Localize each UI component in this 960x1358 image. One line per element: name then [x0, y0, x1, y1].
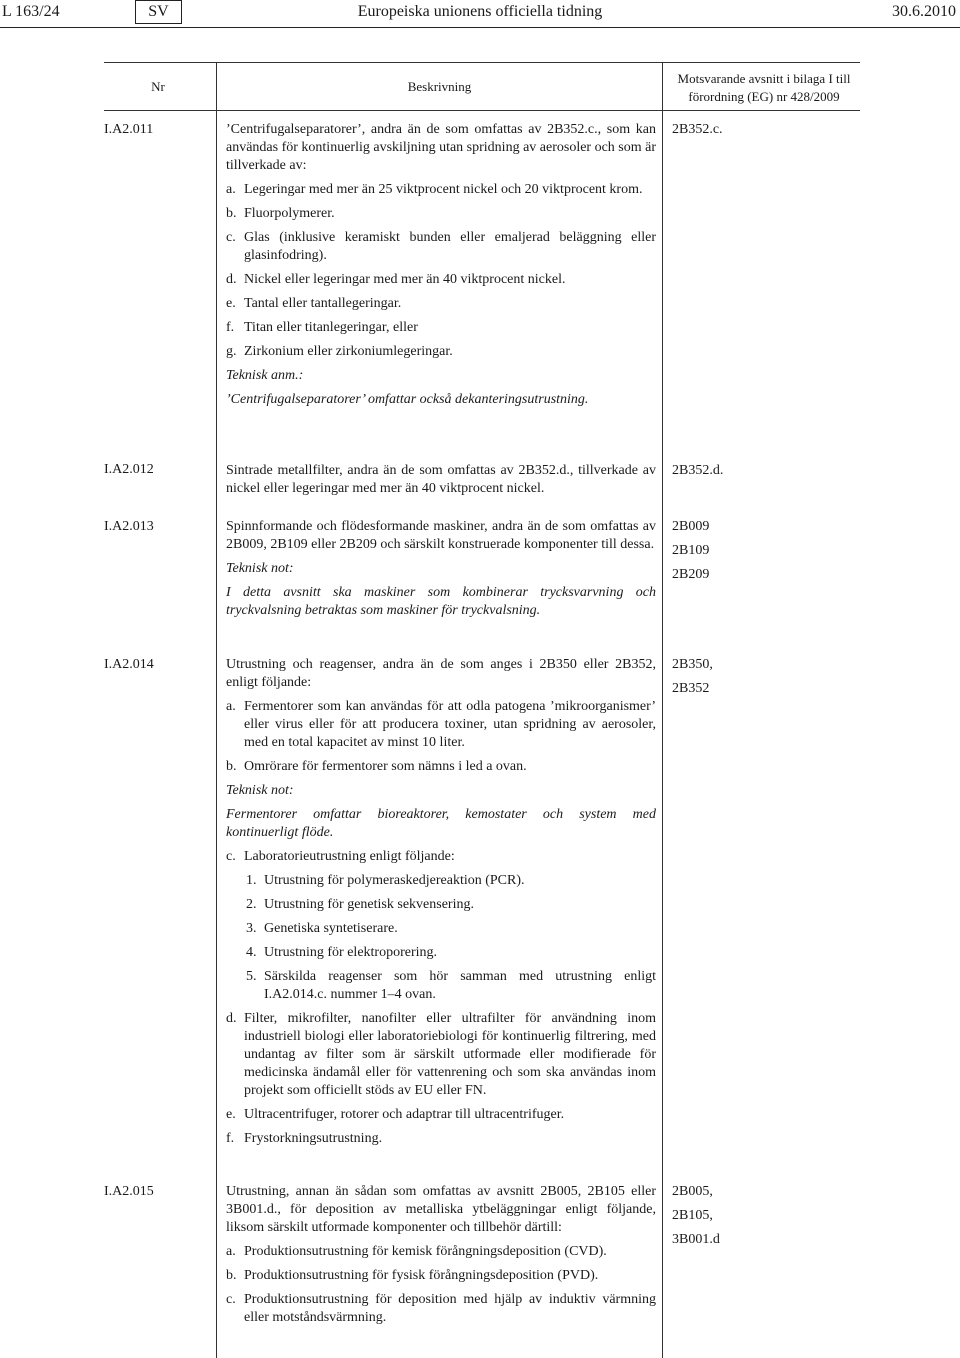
header-rule	[0, 27, 960, 28]
technical-note: Fermentorer omfattar bioreaktorer, kemostater och system med kontinuerligt flöde.	[226, 807, 656, 840]
column-header-reference	[666, 70, 862, 106]
row-number: I.A2.011	[104, 122, 154, 137]
table-head-rule	[104, 110, 860, 111]
item-text: Produktionsutrustning för deposition med hjälp av induktiv värmning eller motståndsvärmning.	[244, 1292, 656, 1325]
table-top-rule	[104, 62, 860, 63]
item-text: Fluorpolymerer.	[244, 206, 335, 221]
publication-date: 30.6.2010	[892, 3, 956, 20]
sub-item-label: 1.	[246, 873, 257, 888]
list-item	[226, 1010, 656, 1100]
item-text: Ultracentrifuger, rotorer och adaptrar till ultracentrifuger.	[244, 1107, 565, 1122]
page-reference: L 163/24	[2, 3, 60, 20]
column-header-reference-line2: förordning (EG) nr 428/2009	[688, 89, 840, 104]
item-text: Filter, mikrofilter, nanofilter eller ultrafilter för användning inom industriell biologi eller laboratoriebiologi för kontinuerlig filtrering, med undantag av filter som är särskilt utformade eller modifierade för medicinska ändamål eller för vattenrening och som ska användas inom projekt som officiellt stöds av EU eller FN.	[244, 1011, 656, 1098]
list-item	[226, 1106, 656, 1124]
reference-code: 2B005,	[672, 1184, 713, 1199]
column-header-nr: Nr	[151, 79, 165, 94]
item-label: d.	[226, 1011, 237, 1026]
technical-note-heading: Teknisk anm.:	[226, 368, 304, 383]
item-text: Omrörare för fermentorer som nämns i led a ovan.	[244, 759, 527, 774]
sub-list-item	[246, 896, 656, 914]
item-text: Produktionsutrustning för kemisk förångningsdeposition (CVD).	[244, 1244, 607, 1259]
row-number: I.A2.013	[104, 519, 154, 534]
column-header-description: Beskrivning	[407, 79, 472, 94]
sub-item-label: 4.	[246, 945, 257, 960]
item-label: b.	[226, 759, 237, 774]
page-header	[0, 0, 960, 30]
column-divider-2	[662, 62, 663, 1358]
item-label: g.	[226, 344, 237, 359]
item-label: a.	[226, 182, 236, 197]
reference-code: 2B350,	[672, 657, 713, 672]
row-description	[226, 1183, 656, 1333]
sub-list-item	[246, 968, 656, 1004]
language-badge: SV	[135, 0, 182, 24]
list-item	[226, 229, 656, 265]
item-label: a.	[226, 1244, 236, 1259]
item-label: b.	[226, 206, 237, 221]
technical-note-heading: Teknisk not:	[226, 561, 294, 576]
description-intro: Utrustning, annan än sådan som omfattas av avsnitt 2B005, 2B105 eller 3B001.d., för deposition av metalliska ytbeläggningar enligt följande, liksom särskilt utformade komponenter och tillbehör därtill:	[226, 1184, 656, 1235]
item-text: Laboratorieutrustning enligt följande:	[244, 849, 455, 864]
row-description	[226, 656, 656, 1154]
column-divider-1	[216, 62, 217, 1358]
sub-item-text: Särskilda reagenser som hör samman med utrustning enligt I.A2.014.c. nummer 1–4 ovan.	[264, 969, 656, 1002]
reference-code: 2B105,	[672, 1208, 713, 1223]
sub-item-label: 2.	[246, 897, 257, 912]
item-label: e.	[226, 296, 236, 311]
reference-code: 2B009	[672, 519, 710, 534]
sub-item-text: Utrustning för genetisk sekvensering.	[264, 897, 474, 912]
list-item	[226, 698, 656, 752]
item-label: c.	[226, 230, 236, 245]
reference-code: 2B352	[672, 681, 710, 696]
sub-item-text: Utrustning för polymeraskedjereaktion (PCR).	[264, 873, 525, 888]
row-description	[226, 462, 656, 504]
sub-item-text: Utrustning för elektroporering.	[264, 945, 438, 960]
journal-title: Europeiska unionens officiella tidning	[357, 3, 603, 20]
description-intro: Sintrade metallfilter, andra än de som omfattas av 2B352.d., tillverkade av nickel eller legeringar med mer än 40 viktprocent nickel.	[226, 463, 656, 496]
item-label: c.	[226, 849, 236, 864]
row-description	[226, 121, 656, 415]
list-item	[226, 1267, 656, 1285]
item-text: Zirkonium eller zirkoniumlegeringar.	[244, 344, 453, 359]
row-reference	[672, 653, 713, 701]
reference-code: 2B352.c.	[672, 122, 723, 137]
item-text: Fermentorer som kan användas för att odla patogena ’mikroorganismer’ eller virus eller för att producera toxiner, utan spridning av aerosoler, med en total kapacitet av minst 10 liter.	[244, 699, 656, 750]
item-label: f.	[226, 320, 235, 335]
item-text: Titan eller titanlegeringar, eller	[244, 320, 418, 335]
item-label: e.	[226, 1107, 236, 1122]
reference-code: 2B352.d.	[672, 463, 724, 478]
list-item	[226, 1291, 656, 1327]
list-item	[226, 181, 656, 199]
column-header-reference-line1: Motsvarande avsnitt i bilaga I till	[677, 71, 851, 86]
technical-note: I detta avsnitt ska maskiner som kombinerar trycksvarvning och tryckvalsning betraktas som maskiner för tryckvalsning.	[226, 585, 656, 618]
list-item	[226, 848, 656, 866]
row-number: I.A2.014	[104, 657, 154, 672]
technical-note: ’Centrifugalseparatorer’ omfattar också dekanteringsutrustning.	[226, 392, 589, 407]
row-number: I.A2.015	[104, 1184, 154, 1199]
item-label: a.	[226, 699, 236, 714]
list-item	[226, 758, 656, 776]
sub-list-item	[246, 920, 656, 938]
reference-code: 3B001.d	[672, 1232, 720, 1247]
row-reference	[672, 118, 723, 142]
item-text: Frystorkningsutrustning.	[244, 1131, 383, 1146]
sub-item-label: 3.	[246, 921, 257, 936]
row-description	[226, 518, 656, 626]
item-label: b.	[226, 1268, 237, 1283]
item-label: f.	[226, 1131, 235, 1146]
reference-code: 2B109	[672, 543, 710, 558]
technical-note-heading: Teknisk not:	[226, 783, 294, 798]
list-item	[226, 271, 656, 289]
row-reference	[672, 1180, 720, 1252]
list-item	[226, 1130, 656, 1148]
item-text: Tantal eller tantallegeringar.	[244, 296, 402, 311]
item-label: d.	[226, 272, 237, 287]
list-item	[226, 295, 656, 313]
item-text: Produktionsutrustning för fysisk förångningsdeposition (PVD).	[244, 1268, 599, 1283]
sub-item-text: Genetiska syntetiserare.	[264, 921, 398, 936]
description-intro: Utrustning och reagenser, andra än de som anges i 2B350 eller 2B352, enligt följande:	[226, 657, 656, 690]
description-intro: Spinnformande och flödesformande maskiner, andra än de som omfattas av 2B009, 2B109 eller 2B209 och särskilt konstruerade komponenter till dessa.	[226, 519, 656, 552]
row-reference	[672, 515, 709, 587]
row-reference	[672, 459, 723, 483]
reference-code: 2B209	[672, 567, 710, 582]
sub-list-item	[246, 872, 656, 890]
item-text: Glas (inklusive keramiskt bunden eller emaljerad beläggning eller glasinfodring).	[244, 230, 656, 263]
description-intro: ’Centrifugalseparatorer’, andra än de som omfattas av 2B352.c., som kan användas för kontinuerlig avskiljning utan spridning av aerosoler och som är tillverkade av:	[226, 122, 657, 173]
sub-list-item	[246, 944, 656, 962]
item-label: c.	[226, 1292, 236, 1307]
list-item	[226, 343, 656, 361]
list-item	[226, 1243, 656, 1261]
row-number: I.A2.012	[104, 462, 154, 477]
item-text: Nickel eller legeringar med mer än 40 viktprocent nickel.	[244, 272, 566, 287]
list-item	[226, 205, 656, 223]
sub-item-label: 5.	[246, 969, 257, 984]
item-text: Legeringar med mer än 25 viktprocent nickel och 20 viktprocent krom.	[244, 182, 643, 197]
list-item	[226, 319, 656, 337]
